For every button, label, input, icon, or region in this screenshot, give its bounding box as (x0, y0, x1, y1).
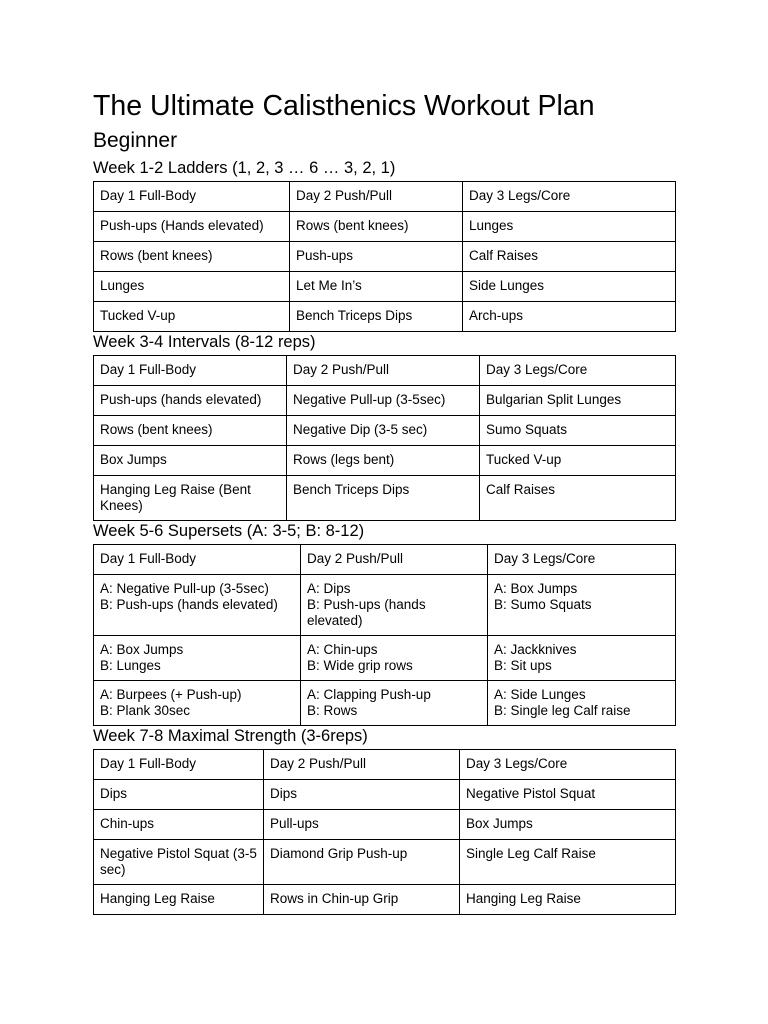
table-cell: Single Leg Calf Raise (460, 840, 676, 885)
table-cell: A: Chin-ups B: Wide grip rows (301, 636, 488, 681)
table-cell: Lunges (463, 212, 676, 242)
table-row (94, 575, 676, 636)
table-header-row (94, 182, 676, 212)
table-cell: Arch-ups (463, 302, 676, 332)
table-header-cell: Day 1 Full-Body (94, 750, 264, 780)
table-cell: Let Me In’s (290, 272, 463, 302)
level-heading: Beginner (93, 129, 178, 152)
table-row (94, 212, 676, 242)
table-cell: Diamond Grip Push-up (264, 840, 460, 885)
table-cell: Rows (bent knees) (94, 416, 287, 446)
week-heading: Week 1-2 Ladders (1, 2, 3 … 6 … 3, 2, 1) (93, 159, 396, 177)
table-cell: Negative Pull-up (3-5sec) (287, 386, 480, 416)
table-cell: Push-ups (hands elevated) (94, 386, 287, 416)
table-row (94, 840, 676, 885)
table-cell: A: Burpees (+ Push-up) B: Plank 30sec (94, 681, 301, 726)
table-row (94, 386, 676, 416)
workout-table (93, 181, 676, 332)
table-row (94, 810, 676, 840)
table-row (94, 446, 676, 476)
table-cell: A: Side Lunges B: Single leg Calf raise (488, 681, 676, 726)
week-heading: Week 3-4 Intervals (8-12 reps) (93, 333, 316, 351)
table-row (94, 416, 676, 446)
table-row (94, 885, 676, 915)
table-cell: Box Jumps (460, 810, 676, 840)
table-cell: Negative Pistol Squat (460, 780, 676, 810)
table-cell: Sumo Squats (480, 416, 676, 446)
table-cell: Dips (264, 780, 460, 810)
table-cell: Calf Raises (480, 476, 676, 521)
workout-table (93, 544, 676, 726)
table-cell: Side Lunges (463, 272, 676, 302)
table-row (94, 636, 676, 681)
table-cell: Lunges (94, 272, 290, 302)
table-row (94, 302, 676, 332)
table-cell: Bench Triceps Dips (287, 476, 480, 521)
table-row (94, 476, 676, 521)
table-header-cell: Day 3 Legs/Core (480, 356, 676, 386)
table-row (94, 681, 676, 726)
week-heading: Week 5-6 Supersets (A: 3-5; B: 8-12) (93, 522, 365, 540)
table-cell: A: Negative Pull-up (3-5sec) B: Push-ups (hands elevated) (94, 575, 301, 636)
table-header-cell: Day 1 Full-Body (94, 182, 290, 212)
table-header-cell: Day 1 Full-Body (94, 545, 301, 575)
table-cell: Rows (bent knees) (290, 212, 463, 242)
table-header-row (94, 356, 676, 386)
table-cell: Bulgarian Split Lunges (480, 386, 676, 416)
workout-table (93, 355, 676, 521)
table-cell: Calf Raises (463, 242, 676, 272)
table-header-cell: Day 2 Push/Pull (264, 750, 460, 780)
table-cell: Hanging Leg Raise (460, 885, 676, 915)
table-row (94, 242, 676, 272)
table-header-cell: Day 1 Full-Body (94, 356, 287, 386)
week-heading: Week 7-8 Maximal Strength (3-6reps) (93, 727, 368, 745)
table-cell: Chin-ups (94, 810, 264, 840)
table-cell: Hanging Leg Raise (94, 885, 264, 915)
table-cell: Tucked V-up (94, 302, 290, 332)
table-header-cell: Day 2 Push/Pull (287, 356, 480, 386)
table-cell: Dips (94, 780, 264, 810)
table-row (94, 272, 676, 302)
table-header-cell: Day 3 Legs/Core (460, 750, 676, 780)
document-page (93, 88, 675, 915)
table-cell: Negative Dip (3-5 sec) (287, 416, 480, 446)
table-cell: A: Jackknives B: Sit ups (488, 636, 676, 681)
table-cell: Push-ups (290, 242, 463, 272)
document-title: The Ultimate Calisthenics Workout Plan (93, 90, 595, 122)
table-header-cell: Day 2 Push/Pull (301, 545, 488, 575)
table-header-cell: Day 2 Push/Pull (290, 182, 463, 212)
table-cell: A: Dips B: Push-ups (hands elevated) (301, 575, 488, 636)
table-cell: Rows (bent knees) (94, 242, 290, 272)
table-header-cell: Day 3 Legs/Core (463, 182, 676, 212)
table-cell: A: Box Jumps B: Sumo Squats (488, 575, 676, 636)
table-cell: Rows in Chin-up Grip (264, 885, 460, 915)
table-cell: Pull-ups (264, 810, 460, 840)
table-header-row (94, 545, 676, 575)
table-cell: Bench Triceps Dips (290, 302, 463, 332)
table-cell: Negative Pistol Squat (3-5 sec) (94, 840, 264, 885)
table-cell: Rows (legs bent) (287, 446, 480, 476)
table-cell: A: Box Jumps B: Lunges (94, 636, 301, 681)
table-cell: Box Jumps (94, 446, 287, 476)
table-cell: Tucked V-up (480, 446, 676, 476)
table-cell: Push-ups (Hands elevated) (94, 212, 290, 242)
table-header-row (94, 750, 676, 780)
workout-table (93, 749, 676, 915)
table-header-cell: Day 3 Legs/Core (488, 545, 676, 575)
table-cell: A: Clapping Push-up B: Rows (301, 681, 488, 726)
table-cell: Hanging Leg Raise (Bent Knees) (94, 476, 287, 521)
table-row (94, 780, 676, 810)
